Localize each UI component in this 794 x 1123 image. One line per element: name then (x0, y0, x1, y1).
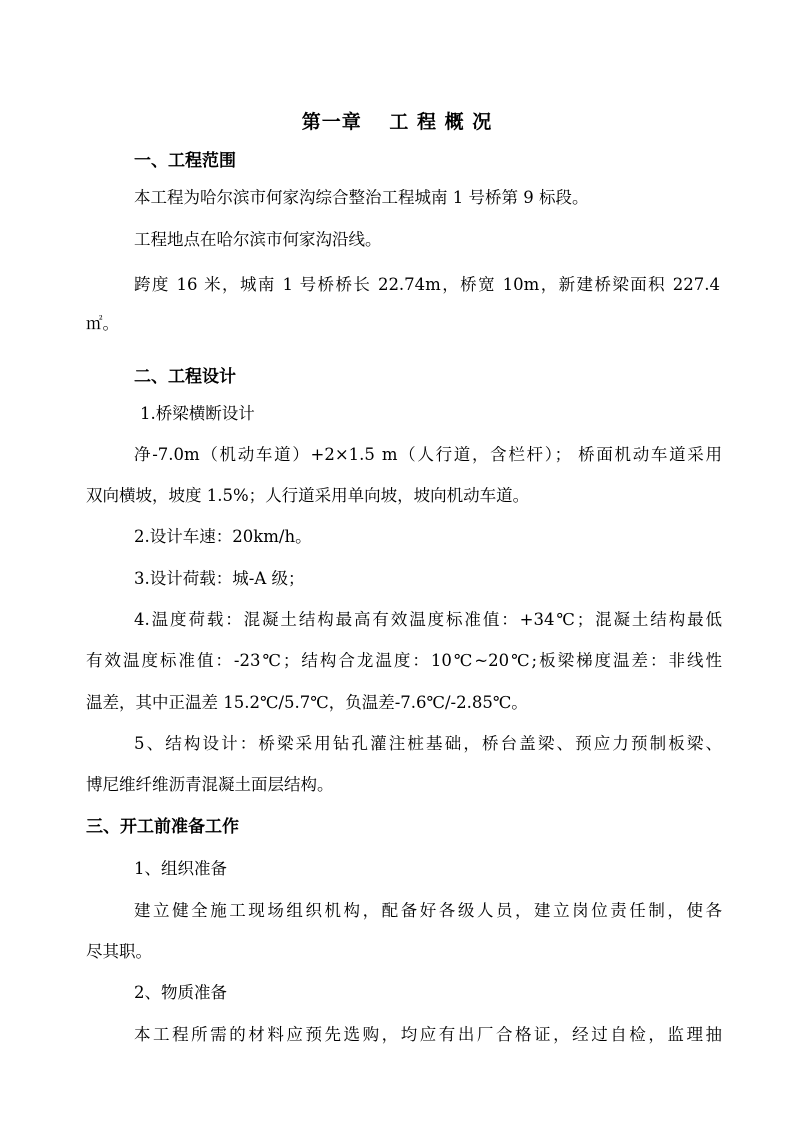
design-item-cross-section-title: 1.桥梁横断设计 (140, 404, 255, 423)
prep-material-text: 本工程所需的材料应预先选购，均应有出厂合格证，经过自检，监理抽 (134, 1025, 722, 1044)
design-item-load: 3.设计荷载：城-A 级； (134, 569, 305, 588)
paragraph-project-name: 本工程为哈尔滨市何家沟综合整治工程城南 1 号桥第 9 标段。 (134, 188, 589, 207)
design-item-temperature-cont1: 有效温度标准值：-23℃；结构合龙温度：10℃~20℃;板梁梯度温差：非线性 (86, 651, 722, 670)
design-item-temperature: 4.温度荷载：混凝土结构最高有效温度标准值：+34℃；混凝土结构最低 (134, 610, 722, 629)
prep-material-title: 2、物质准备 (134, 983, 227, 1002)
prep-organization-title: 1、组织准备 (134, 859, 227, 878)
paragraph-span-info-cont: ㎡。 (86, 314, 119, 333)
design-item-structure: 5、结构设计：桥梁采用钻孔灌注桩基础，桥台盖梁、预应力预制板梁、 (134, 734, 722, 753)
prep-organization-text: 建立健全施工现场组织机构，配备好各级人员，建立岗位责任制，使各 (134, 901, 722, 920)
design-item-structure-cont: 博尼维纤维沥青混凝土面层结构。 (86, 775, 334, 794)
section-heading-preparation: 三、开工前准备工作 (86, 817, 239, 837)
design-item-cross-section: 净-7.0m（机动车道）+2×1.5 m（人行道，含栏杆）； 桥面机动车道采用 (134, 445, 722, 464)
section-heading-scope: 一、工程范围 (134, 151, 236, 171)
design-item-cross-section-cont: 双向横坡，坡度 1.5%；人行道采用单向坡，坡向机动车道。 (86, 486, 530, 505)
design-item-temperature-cont2: 温差，其中正温差 15.2℃/5.7℃，负温差-7.6℃/-2.85℃。 (86, 693, 528, 712)
paragraph-span-info: 跨度 16 米，城南 1 号桥桥长 22.74m，桥宽 10m，新建桥梁面积 227.4 (134, 275, 720, 294)
paragraph-project-location: 工程地点在哈尔滨市何家沟沿线。 (134, 230, 382, 249)
prep-organization-text-cont: 尽其职。 (86, 942, 152, 961)
chapter-title: 第一章 工 程 概 况 (301, 111, 493, 133)
section-heading-design: 二、工程设计 (134, 367, 236, 387)
design-item-speed: 2.设计车速：20km/h。 (134, 527, 312, 546)
